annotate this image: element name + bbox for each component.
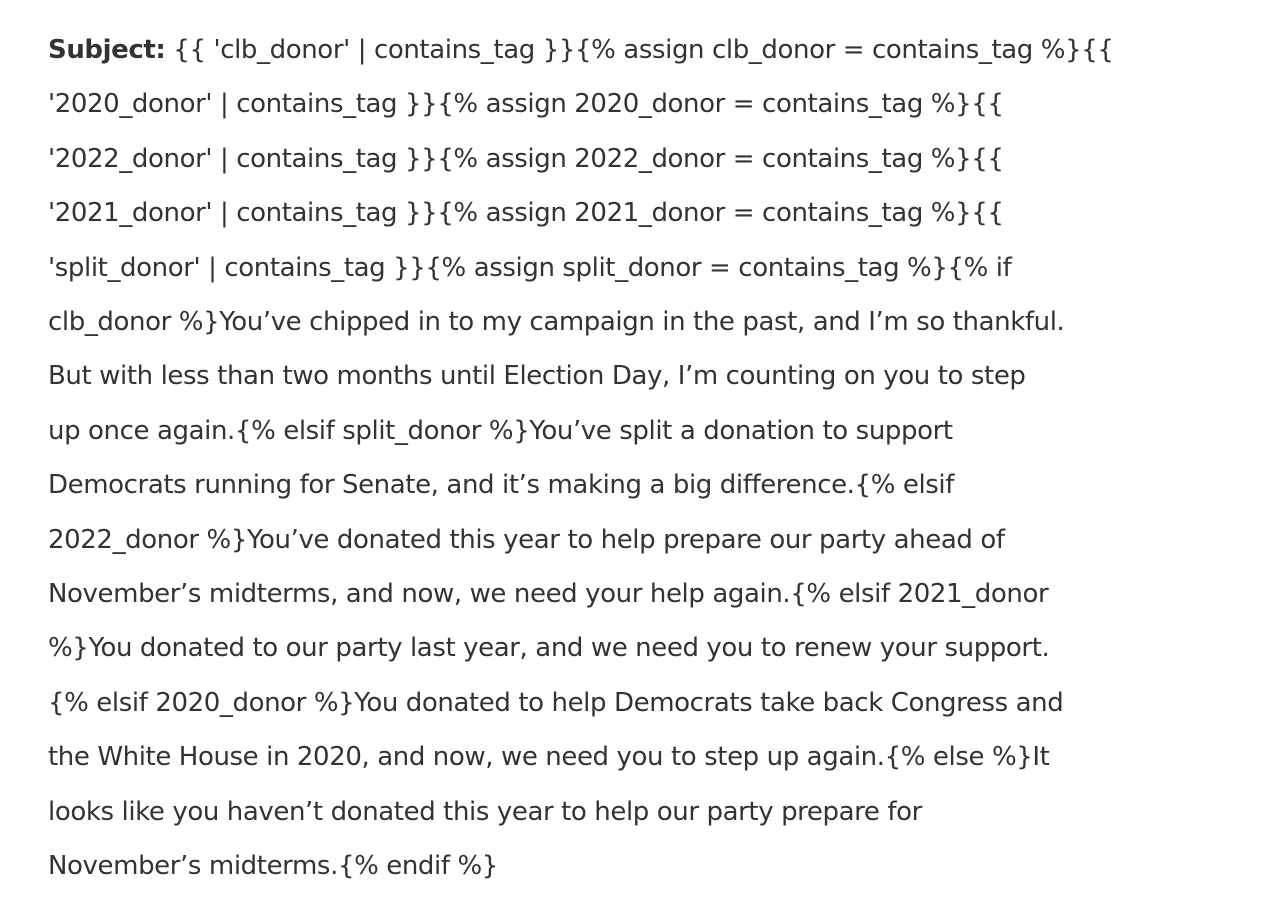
subject-line-12: %}You donated to our party last year, and we need you to renew your support. [48,633,1050,664]
subject-paragraph [48,23,1238,894]
subject-line-5: 'split_donor' | contains_tag }}{% assign split_donor = contains_tag %}{% if [48,252,1012,283]
subject-line-1-text: {{ 'clb_donor' | contains_tag }}{% assign clb_donor = contains_tag %}{{ [165,35,1114,65]
subject-line-11: November’s midterms, and now, we need your help again.{% elsif 2021_donor [48,579,1049,610]
subject-line-14: the White House in 2020, and now, we need you to step up again.{% else %}It [48,742,1050,773]
subject-line-15: looks like you haven’t donated this year to help our party prepare for [48,796,922,827]
subject-line-7: But with less than two months until Election Day, I’m counting on you to step [48,361,1026,392]
subject-line-9: Democrats running for Senate, and it’s making a big difference.{% elsif [48,470,955,501]
subject-line-3: '2022_donor' | contains_tag }}{% assign 2022_donor = contains_tag %}{{ [48,143,1004,174]
subject-line-1 [48,23,1238,77]
subject-line-8: up once again.{% elsif split_donor %}You’ve split a donation to support [48,415,953,446]
subject-label: Subject: [48,35,166,65]
subject-line-16: November’s midterms.{% endif %} [48,851,498,882]
subject-line-2: '2020_donor' | contains_tag }}{% assign 2020_donor = contains_tag %}{{ [48,89,1004,120]
subject-line-4: '2021_donor' | contains_tag }}{% assign 2021_donor = contains_tag %}{{ [48,198,1004,229]
subject-line-10: 2022_donor %}You’ve donated this year to help prepare our party ahead of [48,524,1005,555]
subject-line-13: {% elsif 2020_donor %}You donated to help Democrats take back Congress and [48,687,1064,718]
subject-line-6: clb_donor %}You’ve chipped in to my campaign in the past, and I’m so thankful. [48,307,1065,338]
